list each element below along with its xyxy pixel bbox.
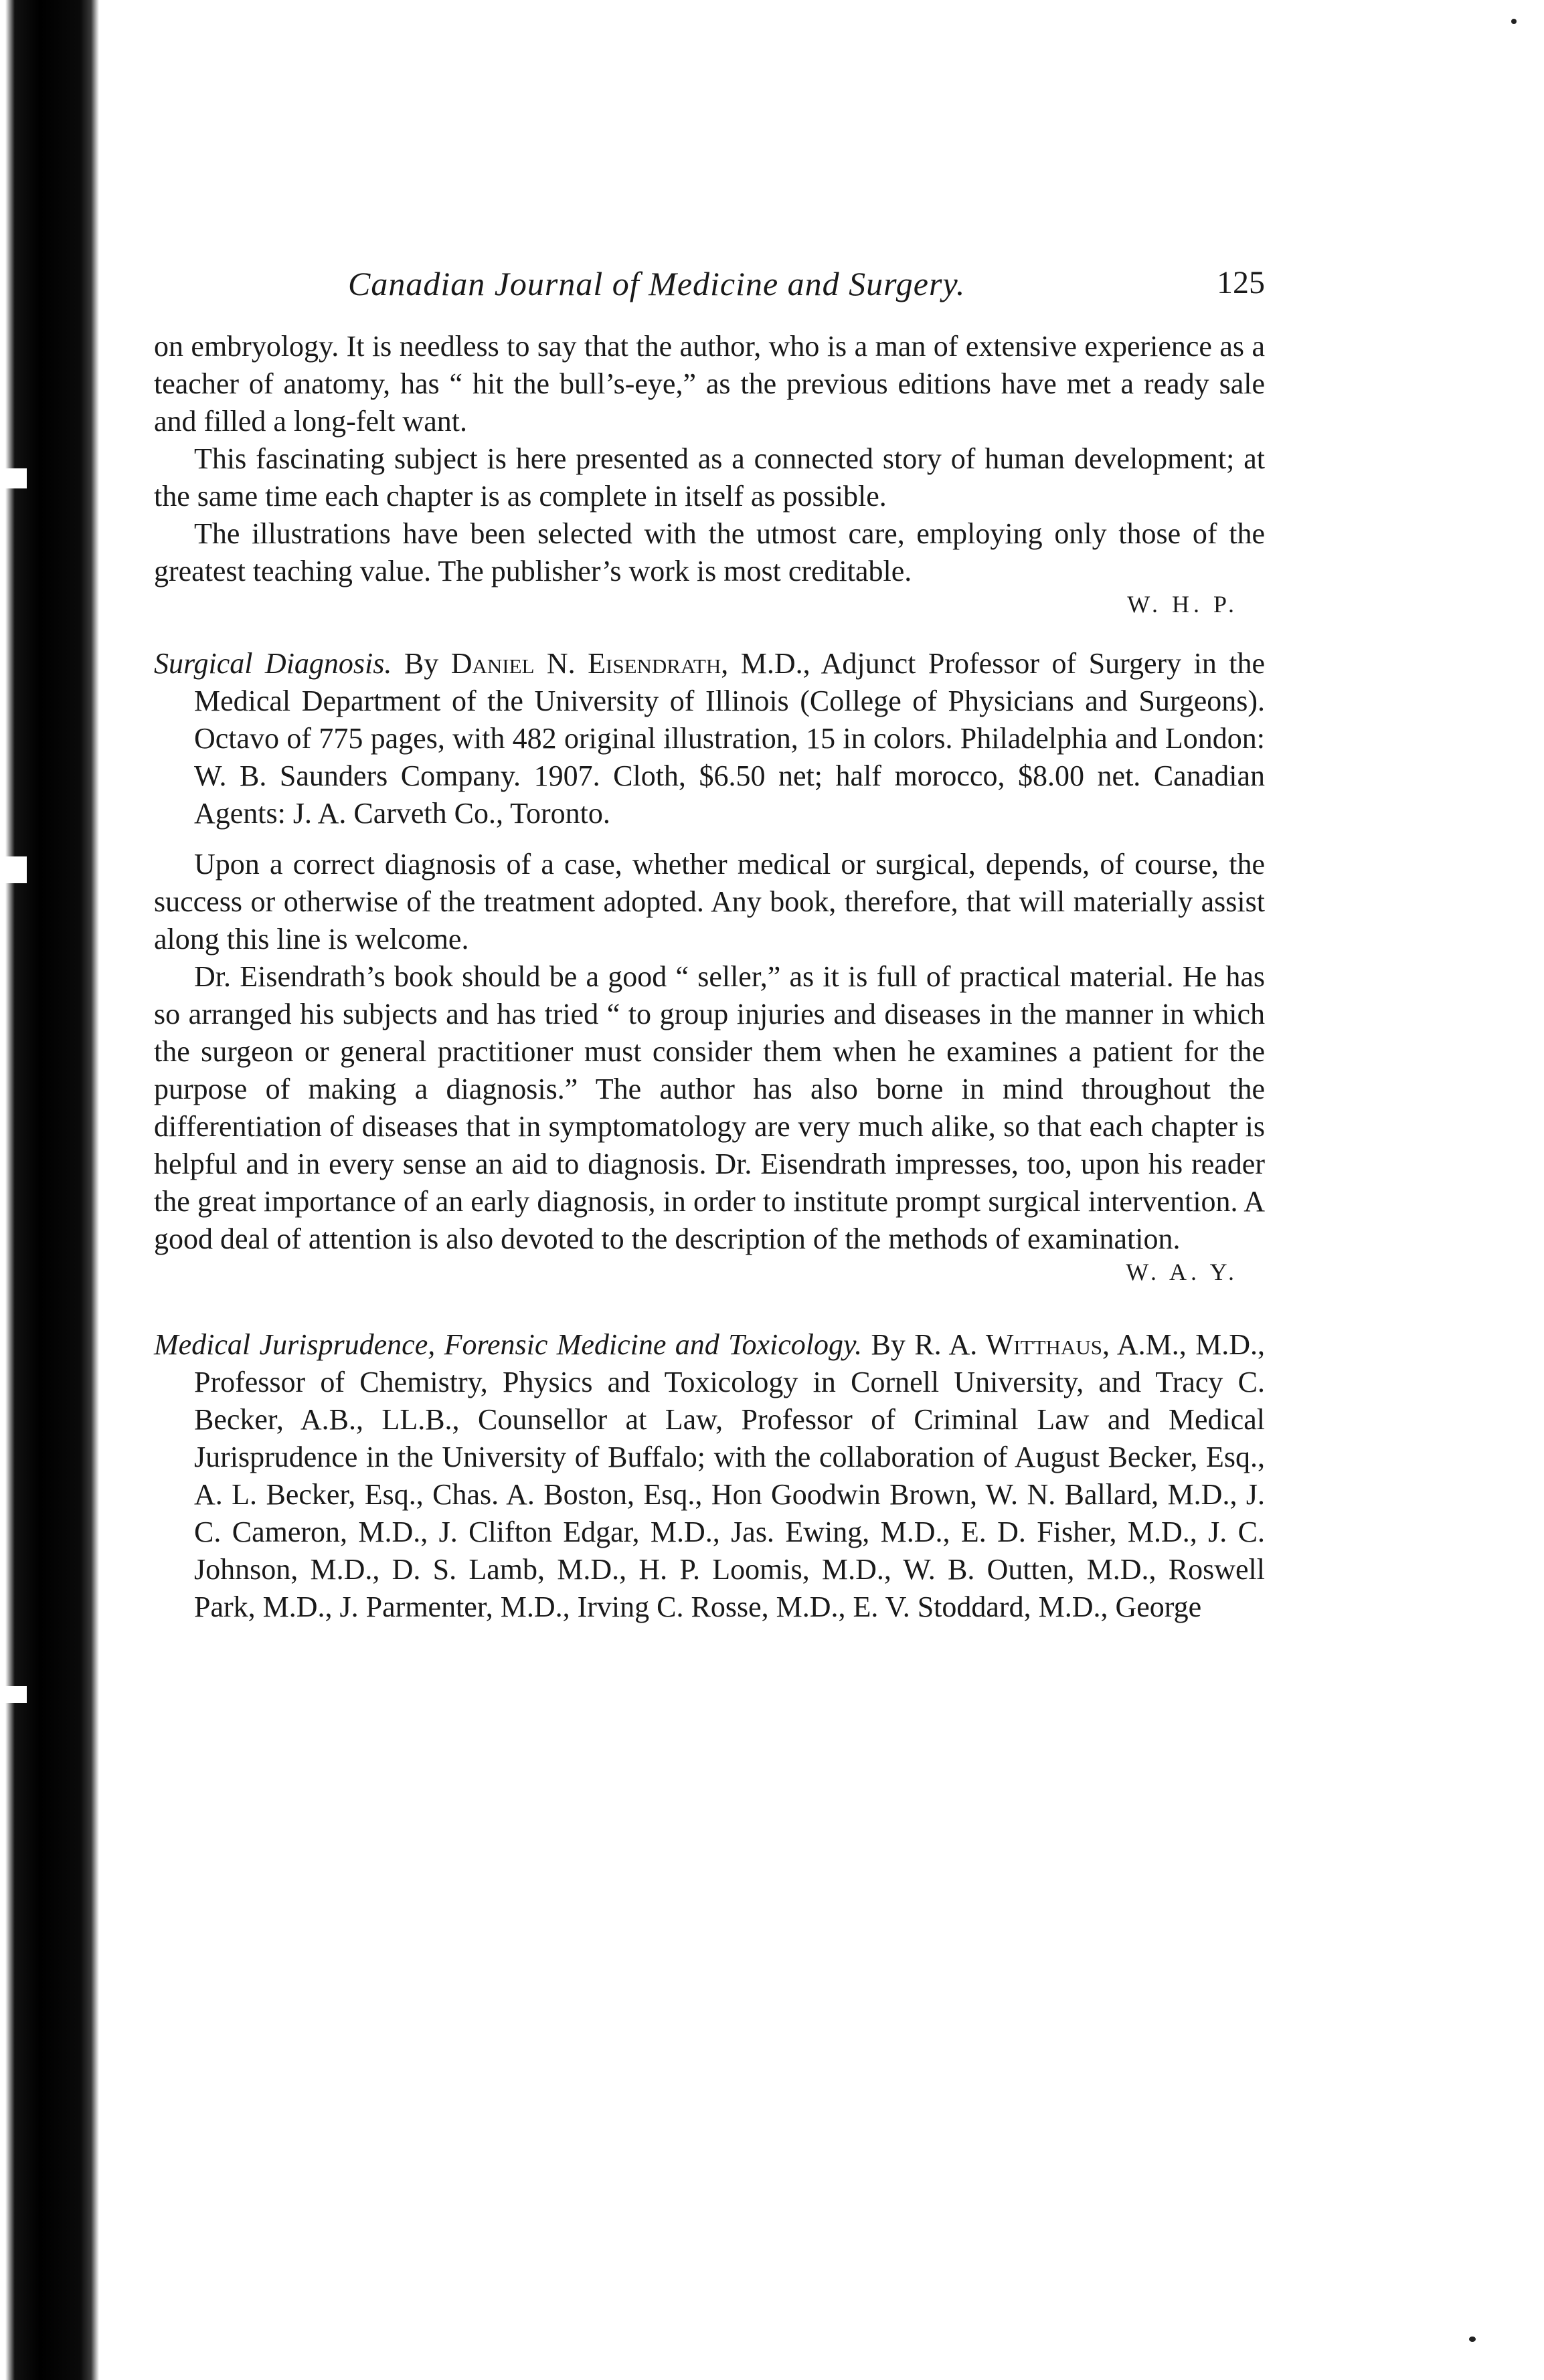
spine-edge-notch bbox=[0, 1686, 27, 1703]
book-spine-shadow bbox=[0, 0, 99, 2380]
embryology-paragraph-1: on embryology. It is needless to say that the author, who is a man of extensive experience as a teacher of anatomy, has “ hit the bull’s-eye,” as the previous editions have met a ready sale and filled a long-felt want. bbox=[154, 330, 1265, 438]
book-details: A.M., M.D., Professor of Chemistry, Physics and Toxicology in Cornell University, and Tracy C. Becker, A.B., LL.B., Counsellor at Law, Professor of Criminal Law and Medical Jurisprudence in the University of Buffalo; with the collaboration of August Becker, Esq., A. L. Becker, Esq., Chas. A. Boston, Esq., Hon Goodwin Brown, W. N. Ballard, M.D., J. C. Cameron, M.D., J. Clifton Edgar, M.D., Jas. Ewing, M.D., E. D. Fisher, M.D., J. C. Johnson, M.D., D. S. Lamb, M.D., H. P. Loomis, M.D., W. B. Outten, M.D., Roswell Park, M.D., J. Parmenter, M.D., Irving C. Rosse, M.D., E. V. Stoddard, M.D., George bbox=[194, 1328, 1266, 1623]
book-title: Medical Jurisprudence, Forensic Medicine and Toxicology. bbox=[154, 1328, 863, 1361]
reviewer-signature: W. H. P. bbox=[1127, 591, 1238, 618]
medical-jurisprudence-review bbox=[154, 1326, 1265, 1626]
article-body bbox=[154, 328, 1265, 1626]
spine-edge-notch bbox=[0, 856, 27, 883]
book-author: R. A. Witthaus, bbox=[914, 1328, 1110, 1361]
book-title: Surgical Diagnosis. bbox=[154, 647, 392, 680]
book-details: M.D., Adjunct Professor of Surgery in the Medical Department of the University of Illinois (College of Physicians and Surgeons). Octavo of 775 pages, with 482 original illustration, 15 in colors. Philadelphia and London: W. B. Saunders Company. 1907. Cloth, $6.50 net; half morocco, $8.00 net. Canadian Agents: J. A. Carveth Co., Toronto. bbox=[194, 647, 1266, 830]
review-paragraph-1: Upon a correct diagnosis of a case, whether medical or surgical, depends, of course, the success or otherwise of the treatment adopted. Any book, therefore, that will materially assist along this line is welcome. bbox=[154, 848, 1265, 955]
page-number: 125 bbox=[1217, 265, 1265, 300]
scan-speck bbox=[1469, 2337, 1476, 2342]
by-word: By bbox=[871, 1328, 906, 1361]
reviewer-signature: W. A. Y. bbox=[1126, 1259, 1238, 1285]
book-author: Daniel N. Eisendrath, bbox=[450, 647, 729, 680]
by-word: By bbox=[404, 647, 439, 680]
scan-speck bbox=[1511, 19, 1517, 24]
review-paragraph-2: Dr. Eisendrath’s book should be a good “ seller,” as it is full of practical material. He has so arranged his subjects and has tried “ to group injuries and diseases in the manner in which the surgeon or general practitioner must consider them when he examines a patient for the purpose of making a diagnosis.” The author has also borne in mind throughout the differentiation of diseases that in symptomatology are very much alike, so that each chapter is helpful and in every sense an aid to diagnosis. Dr. Eisendrath impresses, too, upon his reader the great importance of an early diagnosis, in order to institute prompt surgical intervention. A good deal of attention is also devoted to the description of the methods of examination. bbox=[154, 960, 1265, 1255]
book-entry-heading bbox=[154, 645, 1265, 832]
surgical-diagnosis-review bbox=[154, 645, 1265, 1286]
embryology-paragraph-3: The illustrations have been selected with the utmost care, employing only those of the greatest teaching value. The publisher’s work is most creditable. bbox=[154, 517, 1265, 587]
spine-edge-notch bbox=[0, 468, 27, 488]
journal-title: Canadian Journal of Medicine and Surgery. bbox=[348, 265, 966, 302]
book-page bbox=[154, 0, 1265, 2380]
embryology-review bbox=[154, 328, 1265, 618]
running-head bbox=[154, 264, 1265, 311]
embryology-paragraph-2: This fascinating subject is here presented as a connected story of human development; at the same time each chapter is as complete in itself as possible. bbox=[154, 442, 1265, 513]
book-entry-heading bbox=[154, 1326, 1265, 1626]
